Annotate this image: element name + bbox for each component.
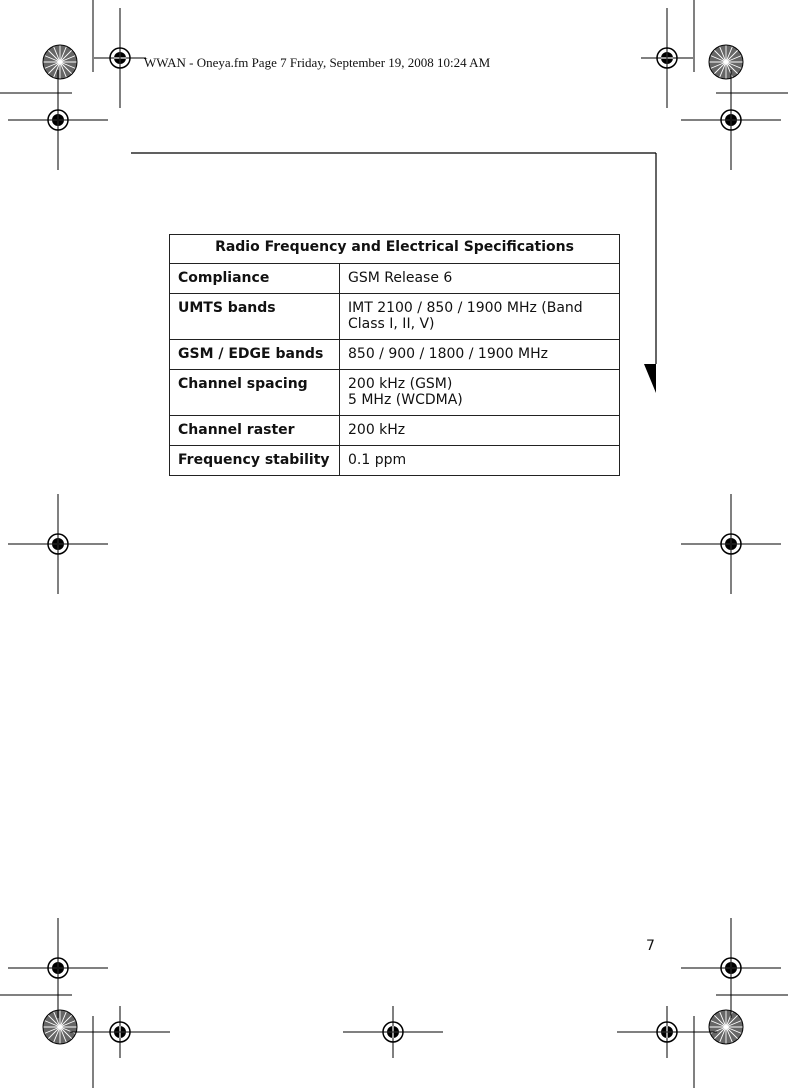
table-row (170, 340, 620, 370)
page-number: 7 (646, 938, 655, 954)
row-label: Channel raster (170, 416, 340, 446)
row-value: 850 / 900 / 1800 / 1900 MHz (340, 340, 620, 370)
row-label: Channel spacing (170, 370, 340, 416)
row-value: 0.1 ppm (340, 446, 620, 476)
table-row (170, 416, 620, 446)
row-label: Frequency stability (170, 446, 340, 476)
row-value: 200 kHz (340, 416, 620, 446)
table-row (170, 264, 620, 294)
row-label: Compliance (170, 264, 340, 294)
table-title: Radio Frequency and Electrical Specifications (170, 235, 620, 264)
spec-table (169, 234, 620, 476)
table-row (170, 294, 620, 340)
row-value: GSM Release 6 (340, 264, 620, 294)
row-value: IMT 2100 / 850 / 1900 MHz (Band Class I, II, V) (340, 294, 620, 340)
print-slug: WWAN - Oneya.fm Page 7 Friday, September 19, 2008 10:24 AM (144, 55, 491, 70)
row-value: 200 kHz (GSM) 5 MHz (WCDMA) (340, 370, 620, 416)
table-row (170, 446, 620, 476)
table-row (170, 370, 620, 416)
row-label: UMTS bands (170, 294, 340, 340)
row-label: GSM / EDGE bands (170, 340, 340, 370)
table-title-row (170, 235, 620, 264)
